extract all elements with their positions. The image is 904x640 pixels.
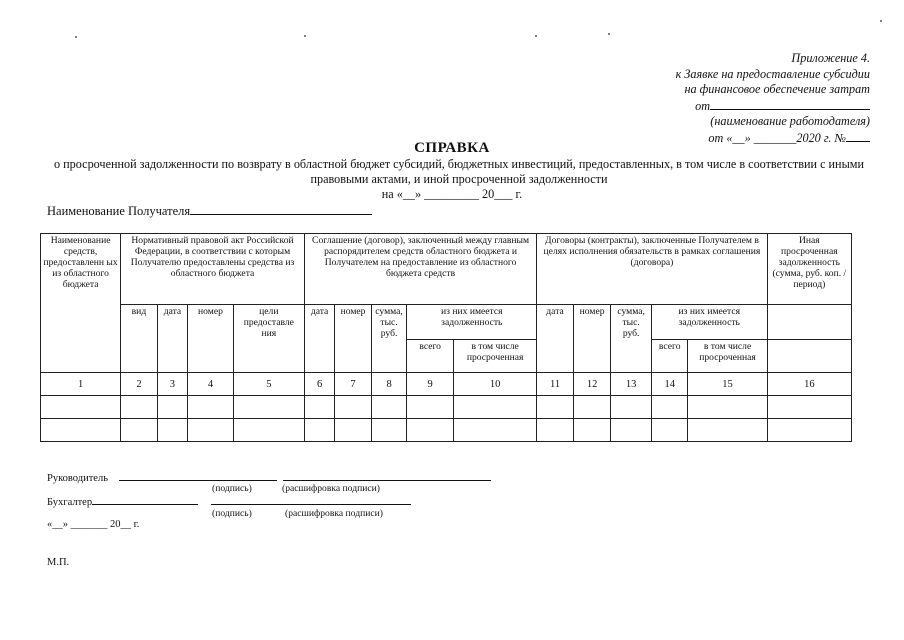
seal-placeholder: М.П. xyxy=(47,557,70,568)
header-contract-date: дата xyxy=(537,305,574,373)
appendix-line-3: на финансовое обеспечение затрат xyxy=(684,82,870,97)
as-of-date: на «__» _________ 20___ г. xyxy=(381,187,523,201)
head-label: Руководитель xyxy=(47,473,108,484)
header-contract-overdue: в том числе просроченная xyxy=(688,340,767,373)
column-number: 14 xyxy=(651,373,688,396)
header-npa-date: дата xyxy=(157,305,187,373)
header-npa-type: вид xyxy=(121,305,158,373)
header-contract-total: всего xyxy=(651,340,688,373)
head-signature-caption: (подпись) xyxy=(212,483,252,494)
recipient-name-line xyxy=(190,203,372,215)
scan-speck xyxy=(535,35,537,37)
header-other-blank-1 xyxy=(767,305,851,340)
appendix-line-4 xyxy=(676,98,870,115)
table-row xyxy=(41,396,852,419)
column-number: 10 xyxy=(454,373,537,396)
document-title: СПРАВКА xyxy=(414,140,490,156)
column-number: 12 xyxy=(573,373,611,396)
column-numbers-row xyxy=(41,373,852,396)
header-contracts: Договоры (контракты), заключенные Получателем в целях исполнения обязательств в рамках соглашения (договора) xyxy=(537,234,767,305)
accountant-signature-caption: (подпись) xyxy=(212,508,252,519)
header-funds-name: Наименование средств, предоставленн ых из областного бюджета xyxy=(41,234,121,373)
scan-speck xyxy=(880,20,882,22)
column-number: 8 xyxy=(371,373,407,396)
scan-speck xyxy=(304,35,306,37)
header-agreement-sum: сумма, тыс. руб. xyxy=(371,305,407,373)
appendix-header xyxy=(676,51,870,147)
recipient-row xyxy=(47,203,372,219)
header-legal-act: Нормативный правовой акт Российской Федерации, в соответствии с которым Получателю предоставлены средства из областного бюджета xyxy=(121,234,305,305)
head-signature-row xyxy=(47,471,491,484)
employer-name-line xyxy=(710,98,870,110)
column-number: 15 xyxy=(688,373,767,396)
column-number: 13 xyxy=(611,373,652,396)
header-contract-number: номер xyxy=(573,305,611,373)
header-agreement-number: номер xyxy=(335,305,372,373)
header-agreement-debt: из них имеется задолженность xyxy=(407,305,537,340)
header-npa-number: номер xyxy=(188,305,234,373)
header-agreement-date: дата xyxy=(304,305,334,373)
document-subtitle: о просроченной задолженности по возврату в областной бюджет субсидий, бюджетных инвестиций, предоставленных, в том числе в соответствии с иными правовыми актами, и иной просроченной задолженности xyxy=(54,157,864,186)
accountant-name-line xyxy=(211,495,411,505)
header-agreement-overdue: в том числе просроченная xyxy=(454,340,537,373)
column-number: 1 xyxy=(41,373,121,396)
column-number: 9 xyxy=(407,373,454,396)
head-name-caption: (расшифровка подписи) xyxy=(282,483,380,494)
recipient-label: Наименование Получателя xyxy=(47,204,191,218)
column-number: 7 xyxy=(335,373,372,396)
header-other-blank-2 xyxy=(767,340,851,373)
appendix-line-5: (наименование работодателя) xyxy=(710,114,870,129)
column-number: 2 xyxy=(121,373,158,396)
column-number: 4 xyxy=(188,373,234,396)
scan-speck xyxy=(75,36,77,38)
head-name-line xyxy=(283,471,491,481)
appendix-line-2: к Заявке на предоставление субсидии xyxy=(675,66,870,81)
debt-table xyxy=(40,233,852,442)
head-signature-line xyxy=(119,471,277,481)
header-contract-sum: сумма, тыс. руб. xyxy=(611,305,652,373)
column-number: 11 xyxy=(537,373,574,396)
appendix-date-number: от «__» _______2020 г. № xyxy=(708,130,846,145)
accountant-label: Бухгалтер xyxy=(47,497,93,508)
accountant-signature-row xyxy=(47,495,411,508)
signature-date: «__» _______ 20__ г. xyxy=(47,519,140,530)
appendix-line-1: Приложение 4. xyxy=(791,51,870,65)
header-agreement: Соглашение (договор), заключенный между главным распорядителем средств областного бюджета и Получателем на предоставление из областного бюджета средств xyxy=(304,234,536,305)
accountant-name-caption: (расшифровка подписи) xyxy=(285,508,383,519)
column-number: 5 xyxy=(233,373,304,396)
header-other-debt: Иная просроченная задолженность (сумма, руб. коп. /период) xyxy=(767,234,851,305)
scan-speck xyxy=(608,33,610,35)
accountant-signature-line xyxy=(92,495,198,505)
column-number: 6 xyxy=(304,373,334,396)
column-number: 3 xyxy=(157,373,187,396)
appendix-from-prefix: от xyxy=(695,98,710,113)
header-contract-debt: из них имеется задолженность xyxy=(651,305,767,340)
table-row xyxy=(41,419,852,442)
header-agreement-total: всего xyxy=(407,340,454,373)
column-number: 16 xyxy=(767,373,851,396)
header-npa-purpose: цели предоставле ния xyxy=(233,305,304,373)
